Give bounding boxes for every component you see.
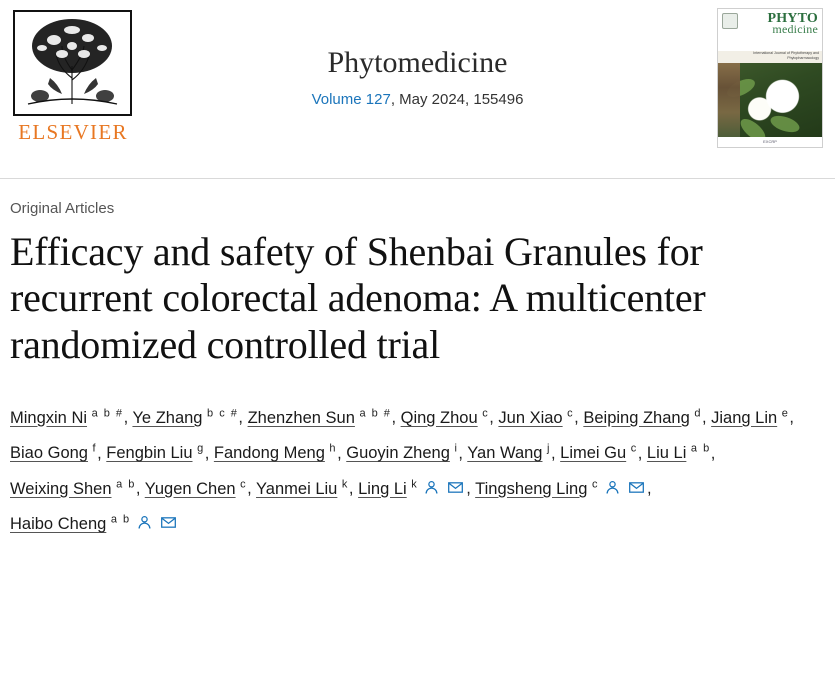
author-name-link[interactable]: Beiping Zhang bbox=[583, 408, 690, 427]
author-entry bbox=[346, 444, 458, 462]
author-entry bbox=[10, 480, 136, 498]
author-affiliation-marker: b c # bbox=[202, 407, 239, 420]
author-entry bbox=[10, 409, 124, 427]
author-name-link[interactable]: Jiang Lin bbox=[711, 408, 778, 427]
author-entry bbox=[475, 480, 647, 498]
author-separator: , bbox=[337, 444, 347, 463]
author-affiliation-marker: a b bbox=[686, 442, 711, 455]
author-separator: , bbox=[123, 408, 133, 427]
author-affiliation-marker: d bbox=[689, 407, 702, 420]
author-entry bbox=[498, 409, 574, 427]
author-name-link[interactable]: Liu Li bbox=[646, 444, 687, 463]
person-icon[interactable] bbox=[136, 514, 153, 531]
author-entry bbox=[248, 409, 392, 427]
author-affiliation-marker: g bbox=[192, 442, 205, 455]
author-affiliation-marker: c bbox=[587, 478, 599, 491]
issue-date-pages: , May 2024, 155496 bbox=[390, 91, 524, 108]
author-entry bbox=[145, 480, 247, 498]
author-name-link[interactable]: Guoyin Zheng bbox=[346, 444, 450, 463]
author-separator: , bbox=[489, 408, 499, 427]
author-name-link[interactable]: Weixing Shen bbox=[10, 479, 112, 498]
person-icon[interactable] bbox=[604, 479, 621, 496]
author-name-link[interactable]: Jun Xiao bbox=[498, 408, 563, 427]
volume-link[interactable]: Volume 127 bbox=[311, 91, 391, 108]
author-affiliation-marker: a b # bbox=[354, 407, 392, 420]
header-divider bbox=[0, 178, 835, 179]
author-separator: , bbox=[550, 444, 561, 463]
author-entry bbox=[256, 480, 349, 498]
author-separator: , bbox=[458, 444, 468, 463]
author-affiliation-marker: a b # bbox=[87, 407, 124, 420]
elsevier-wordmark: ELSEVIER bbox=[18, 120, 128, 144]
journal-cover-inner bbox=[718, 9, 822, 147]
author-affiliation-marker: c bbox=[477, 407, 490, 420]
author-affiliation-marker: k bbox=[337, 478, 349, 491]
article-type-label: Original Articles bbox=[10, 200, 115, 217]
author-separator: , bbox=[701, 408, 712, 427]
author-affiliation-marker: c bbox=[562, 407, 575, 420]
author-affiliation-marker: c bbox=[626, 442, 638, 455]
author-name-link[interactable]: Haibo Cheng bbox=[10, 515, 107, 534]
journal-cover-image[interactable] bbox=[717, 8, 823, 148]
cover-footer: EXCRP bbox=[718, 137, 822, 147]
author-entry bbox=[106, 444, 204, 462]
envelope-icon[interactable] bbox=[628, 479, 645, 496]
author-affiliation-marker: a b bbox=[106, 513, 131, 526]
author-separator: , bbox=[710, 444, 716, 463]
author-affiliation-marker: i bbox=[449, 442, 459, 455]
author-entry bbox=[214, 444, 337, 462]
author-entry bbox=[10, 444, 97, 462]
author-separator: , bbox=[646, 479, 652, 498]
author-name-link[interactable]: Ye Zhang bbox=[132, 408, 203, 427]
author-affiliation-marker: f bbox=[87, 442, 98, 455]
author-entry bbox=[10, 515, 179, 533]
author-name-link[interactable]: Limei Gu bbox=[560, 444, 627, 463]
person-icon[interactable] bbox=[423, 479, 440, 496]
author-name-link[interactable]: Yugen Chen bbox=[144, 479, 236, 498]
author-separator: , bbox=[466, 479, 476, 498]
author-separator: , bbox=[391, 408, 401, 427]
author-separator: , bbox=[789, 408, 794, 427]
author-name-link[interactable]: Yanmei Liu bbox=[256, 479, 338, 498]
author-entry bbox=[647, 444, 711, 462]
author-name-link[interactable]: Qing Zhou bbox=[400, 408, 478, 427]
author-separator: , bbox=[637, 444, 647, 463]
cover-masthead bbox=[718, 9, 822, 51]
author-separator: , bbox=[238, 408, 248, 427]
author-separator: , bbox=[204, 444, 214, 463]
author-affiliation-marker: a b bbox=[111, 478, 136, 491]
author-affiliation-marker: k bbox=[406, 478, 419, 491]
author-name-link[interactable]: Tingsheng Ling bbox=[475, 479, 588, 498]
journal-issue-meta bbox=[0, 91, 835, 108]
author-entry bbox=[583, 409, 702, 427]
author-affiliation-marker: e bbox=[777, 407, 790, 420]
author-entry bbox=[132, 409, 238, 427]
cover-brand-sub: medicine bbox=[772, 22, 818, 36]
author-name-link[interactable]: Yan Wang bbox=[467, 444, 543, 463]
cover-subtitle: International Journal of Phytotherapy and Phytopharmacology bbox=[753, 51, 819, 60]
author-name-link[interactable]: Biao Gong bbox=[10, 444, 88, 463]
envelope-icon[interactable] bbox=[160, 514, 177, 531]
author-separator: , bbox=[574, 408, 584, 427]
author-affiliation-marker: j bbox=[542, 442, 551, 455]
author-name-link[interactable]: Mingxin Ni bbox=[10, 408, 88, 427]
cover-side-strip bbox=[718, 63, 740, 137]
author-name-link[interactable]: Fengbin Liu bbox=[106, 444, 193, 463]
author-affiliation-marker: h bbox=[324, 442, 338, 455]
cover-publisher-logo-icon bbox=[722, 13, 738, 29]
author-separator: , bbox=[348, 479, 359, 498]
author-affiliation-marker: c bbox=[235, 478, 248, 491]
author-separator: , bbox=[135, 479, 145, 498]
journal-header bbox=[0, 0, 835, 172]
author-name-link[interactable]: Fandong Meng bbox=[213, 444, 325, 463]
author-entry bbox=[401, 409, 490, 427]
author-entry bbox=[711, 409, 789, 427]
cover-brand: PHYTO bbox=[767, 11, 818, 26]
envelope-icon[interactable] bbox=[447, 479, 464, 496]
author-entry bbox=[560, 444, 638, 462]
author-list bbox=[10, 398, 821, 540]
article-block bbox=[10, 200, 821, 540]
author-separator: , bbox=[247, 479, 257, 498]
journal-title-block bbox=[0, 45, 835, 108]
author-name-link[interactable]: Zhenzhen Sun bbox=[247, 408, 355, 427]
author-name-link[interactable]: Ling Li bbox=[358, 479, 407, 498]
author-entry bbox=[467, 444, 551, 462]
journal-name: Phytomedicine bbox=[327, 46, 508, 79]
page-title: Efficacy and safety of Shenbai Granules for recurrent colorectal adenoma: A multicenter randomized controlled trial bbox=[10, 229, 706, 367]
author-separator: , bbox=[97, 444, 107, 463]
author-entry bbox=[358, 480, 466, 498]
